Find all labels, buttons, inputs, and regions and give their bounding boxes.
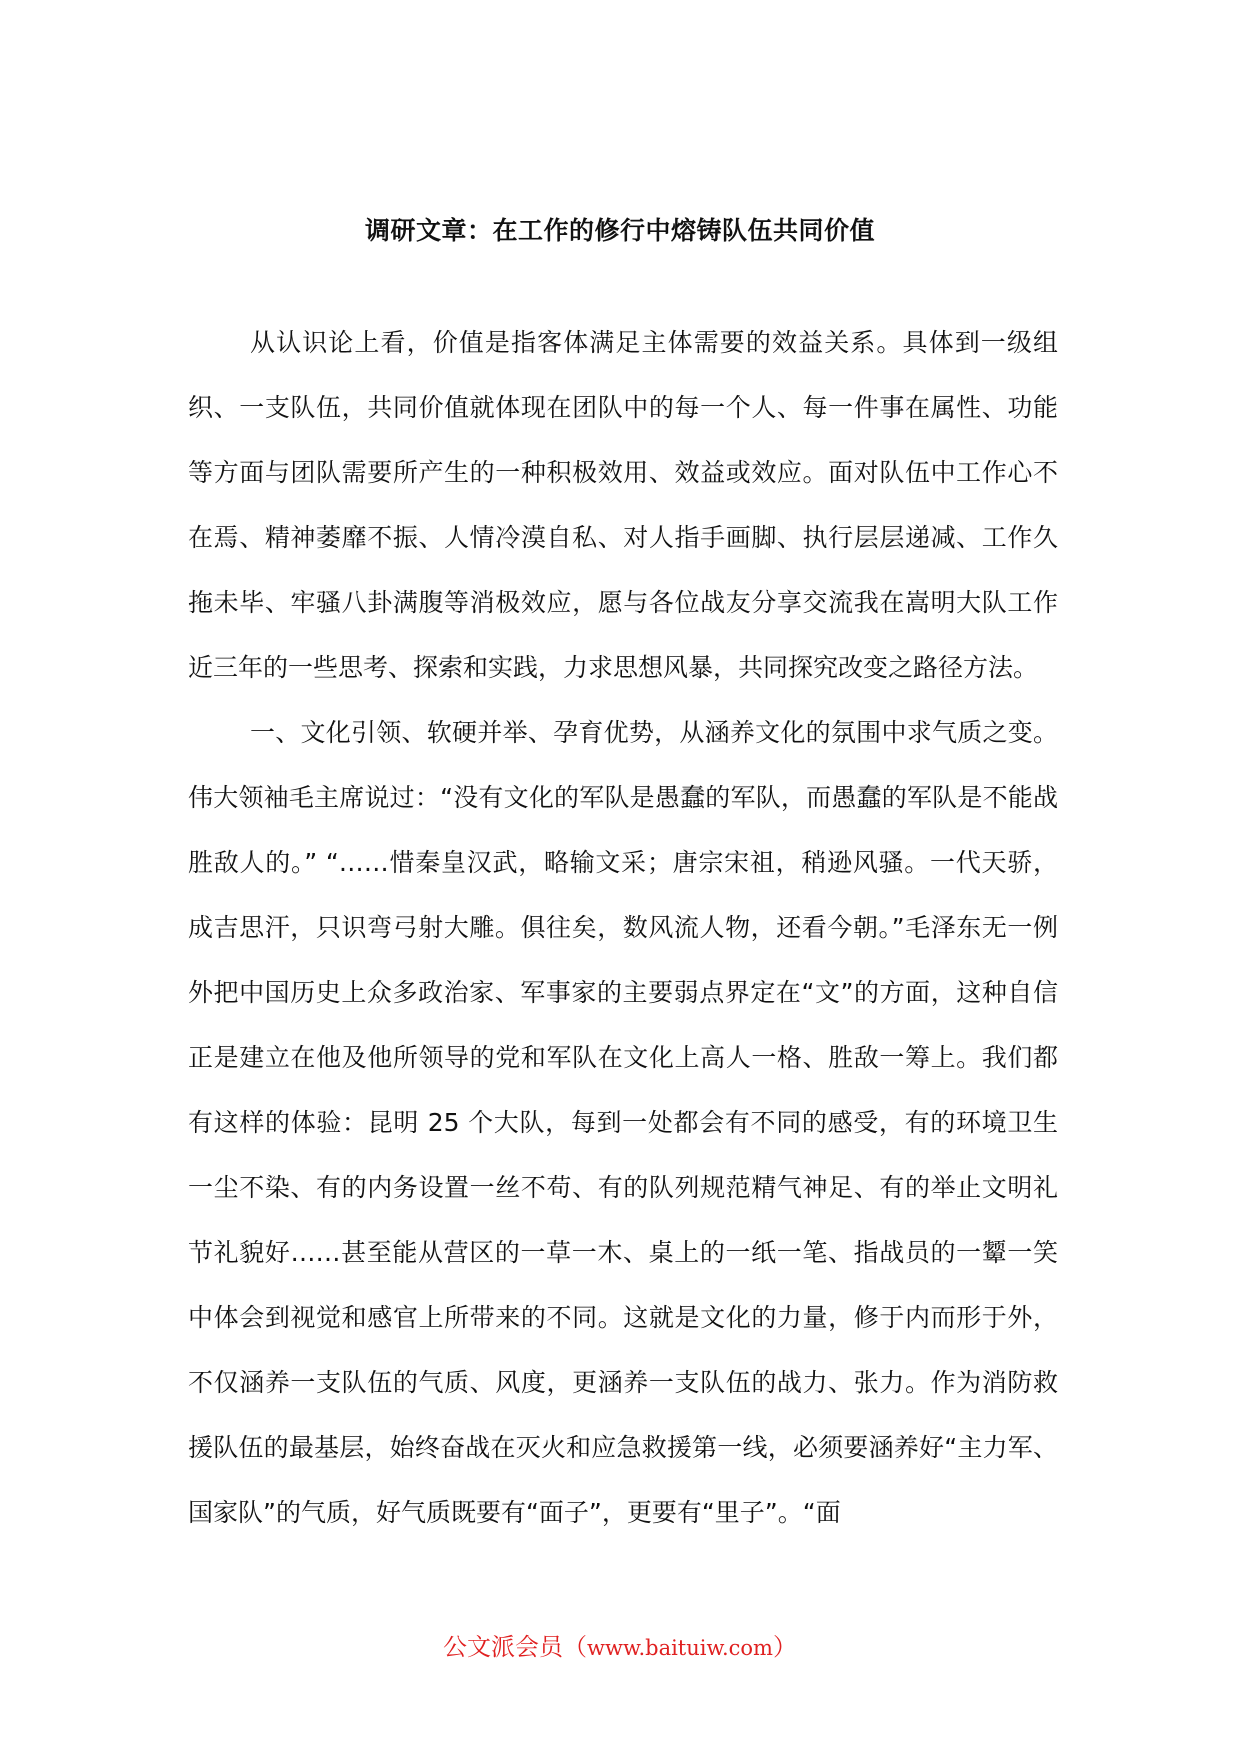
- footer-watermark: [0, 1630, 1240, 1665]
- footer-label: 公文派会员（: [443, 1633, 588, 1661]
- paragraph-section-one: 一、文化引领、软硬并举、孕育优势，从涵养文化的氛围中求气质之变。伟大领袖毛主席说过：“没有文化的军队是愚蠢的军队，而愚蠢的军队是不能战胜敌人的。” “……惜秦皇汉武，略输文采；唐宗宋祖，稍逊风骚。一代天骄，成吉思汗，只识弯弓射大雕。俱往矣，数风流人物，还看今朝。”毛泽东无一例外把中国历史上众多政治家、军事家的主要弱点界定在“文”的方面，这种自信正是建立在他及他所领导的党和军队在文化上高人一格、胜敌一筹上。我们都有这样的体验：昆明 25 个大队，每到一处都会有不同的感受，有的环境卫生一尘不染、有的内务设置一丝不苟、有的队列规范精气神足、有的举止文明礼节礼貌好……甚至能从营区的一草一木、桌上的一纸一笔、指战员的一颦一笑中体会到视觉和感官上所带来的不同。这就是文化的力量，修于内而形于外，不仅涵养一支队伍的气质、风度，更涵养一支队伍的战力、张力。作为消防救援队伍的最基层，始终奋战在灭火和应急救援第一线，必须要涵养好“主力军、国家队”的气质，好气质既要有“面子”，更要有“里子”。“面: [188, 718, 1058, 1527]
- document-title: 调研文章：在工作的修行中熔铸队伍共同价值: [364, 216, 875, 245]
- footer-close: ）: [772, 1633, 797, 1661]
- document-body: [188, 310, 1058, 1545]
- paragraph-intro: 从认识论上看，价值是指客体满足主体需要的效益关系。具体到一级组织、一支队伍，共同价值就体现在团队中的每一个人、每一件事在属性、功能等方面与团队需要所产生的一种积极效用、效益或效应。面对队伍中工作心不在焉、精神萎靡不振、人情冷漠自私、对人指手画脚、执行层层递减、工作久拖未毕、牢骚八卦满腹等消极效应，愿与各位战友分享交流我在嵩明大队工作近三年的一些思考、探索和实践，力求思想风暴，共同探究改变之路径方法。: [188, 328, 1058, 682]
- footer-url-link[interactable]: www.baituiw.com: [587, 1636, 773, 1660]
